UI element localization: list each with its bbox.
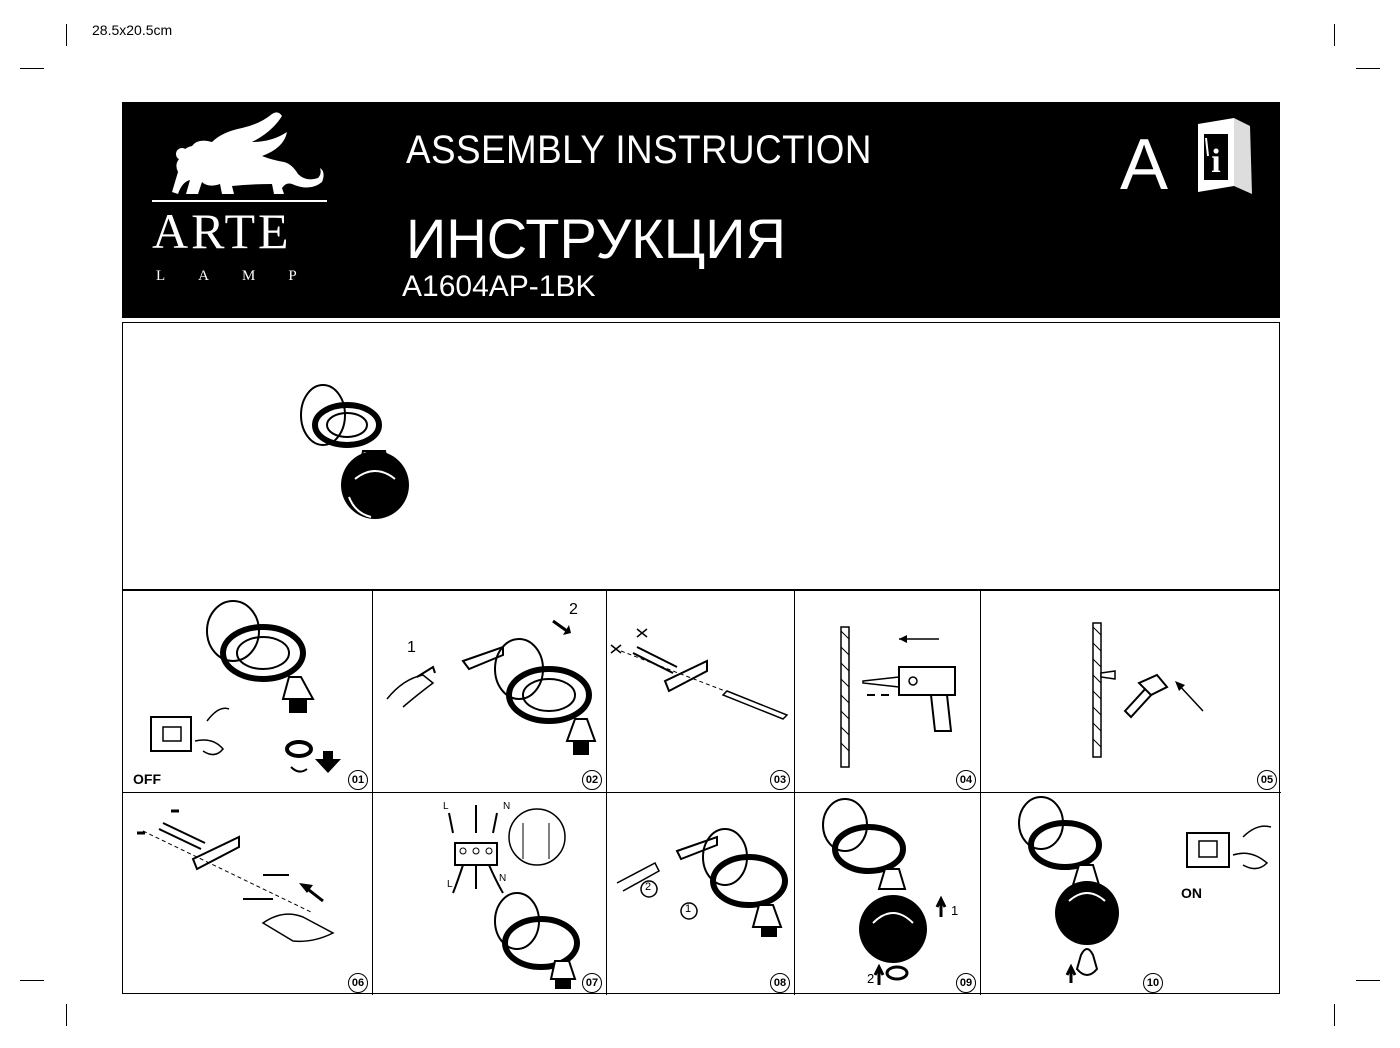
step-02-number: 02	[582, 770, 602, 790]
step-05-illustration	[981, 591, 1281, 793]
title-english: ASSEMBLY INSTRUCTION	[406, 128, 872, 172]
info-book-icon	[1194, 116, 1256, 196]
step-03-illustration	[607, 591, 795, 793]
step-08-panel	[607, 793, 795, 995]
step-06-number: 06	[348, 973, 368, 993]
step-02-panel	[373, 591, 607, 793]
step-09-panel	[795, 793, 981, 995]
step-04-illustration	[795, 591, 981, 793]
step-10-panel	[981, 793, 1281, 995]
step-06-illustration	[123, 793, 373, 995]
step-10-illustration	[981, 793, 1281, 995]
step-08-number: 08	[770, 973, 790, 993]
crop-mark	[1356, 68, 1380, 69]
step-07-panel	[373, 793, 607, 995]
step-07-illustration	[373, 793, 607, 995]
crop-mark	[20, 980, 44, 981]
step-01-number: 01	[348, 770, 368, 790]
crop-mark	[66, 24, 67, 46]
assembly-steps-grid	[122, 590, 1280, 994]
step-10-number: 10	[1143, 973, 1163, 993]
step-09-illustration	[795, 793, 981, 995]
step-07-mark-n1: N	[503, 801, 511, 812]
crop-mark	[1334, 24, 1335, 46]
language-badge: A	[1120, 125, 1169, 205]
winged-lion-logo	[122, 102, 342, 202]
step-07-mark-l2: L	[447, 879, 453, 890]
step-04-number: 04	[956, 770, 976, 790]
step-07-number: 07	[582, 973, 602, 993]
title-russian: ИНСТРУКЦИЯ	[406, 207, 786, 270]
step-02-mark-1: 1	[407, 639, 416, 656]
step-07-mark-n2: N	[499, 873, 507, 884]
step-02-mark-2: 2	[569, 601, 578, 618]
page-size-label: 28.5x20.5cm	[92, 22, 173, 38]
crop-mark	[66, 1004, 67, 1026]
svg-text:i: i	[1211, 143, 1221, 180]
header-band	[122, 102, 1280, 318]
crop-mark	[1334, 1004, 1335, 1026]
crop-mark	[20, 68, 44, 69]
step-02-illustration	[373, 591, 607, 793]
lamp-overview-illustration	[123, 323, 1279, 589]
step-01-caption: OFF	[133, 771, 161, 787]
step-01-panel	[123, 591, 373, 793]
step-07-mark-l1: L	[443, 801, 449, 812]
model-number: A1604AP-1BK	[402, 270, 596, 303]
step-09-mark-1: 1	[951, 903, 959, 918]
step-06-panel	[123, 793, 373, 995]
step-08-mark-2: 2	[645, 881, 652, 893]
step-01-illustration	[123, 591, 373, 793]
step-05-panel	[981, 591, 1281, 793]
product-overview-panel	[122, 322, 1280, 590]
crop-mark	[1356, 980, 1380, 981]
step-09-mark-2: 2	[867, 971, 875, 986]
step-08-illustration	[607, 793, 795, 995]
step-04-panel	[795, 591, 981, 793]
step-03-number: 03	[770, 770, 790, 790]
step-08-mark-1: 1	[685, 903, 692, 915]
step-05-number: 05	[1257, 770, 1277, 790]
step-03-panel	[607, 591, 795, 793]
brand-name: ARTE	[152, 203, 292, 259]
step-09-number: 09	[956, 973, 976, 993]
step-10-caption: ON	[1181, 885, 1202, 901]
brand-subtitle: LAMP	[156, 268, 330, 284]
